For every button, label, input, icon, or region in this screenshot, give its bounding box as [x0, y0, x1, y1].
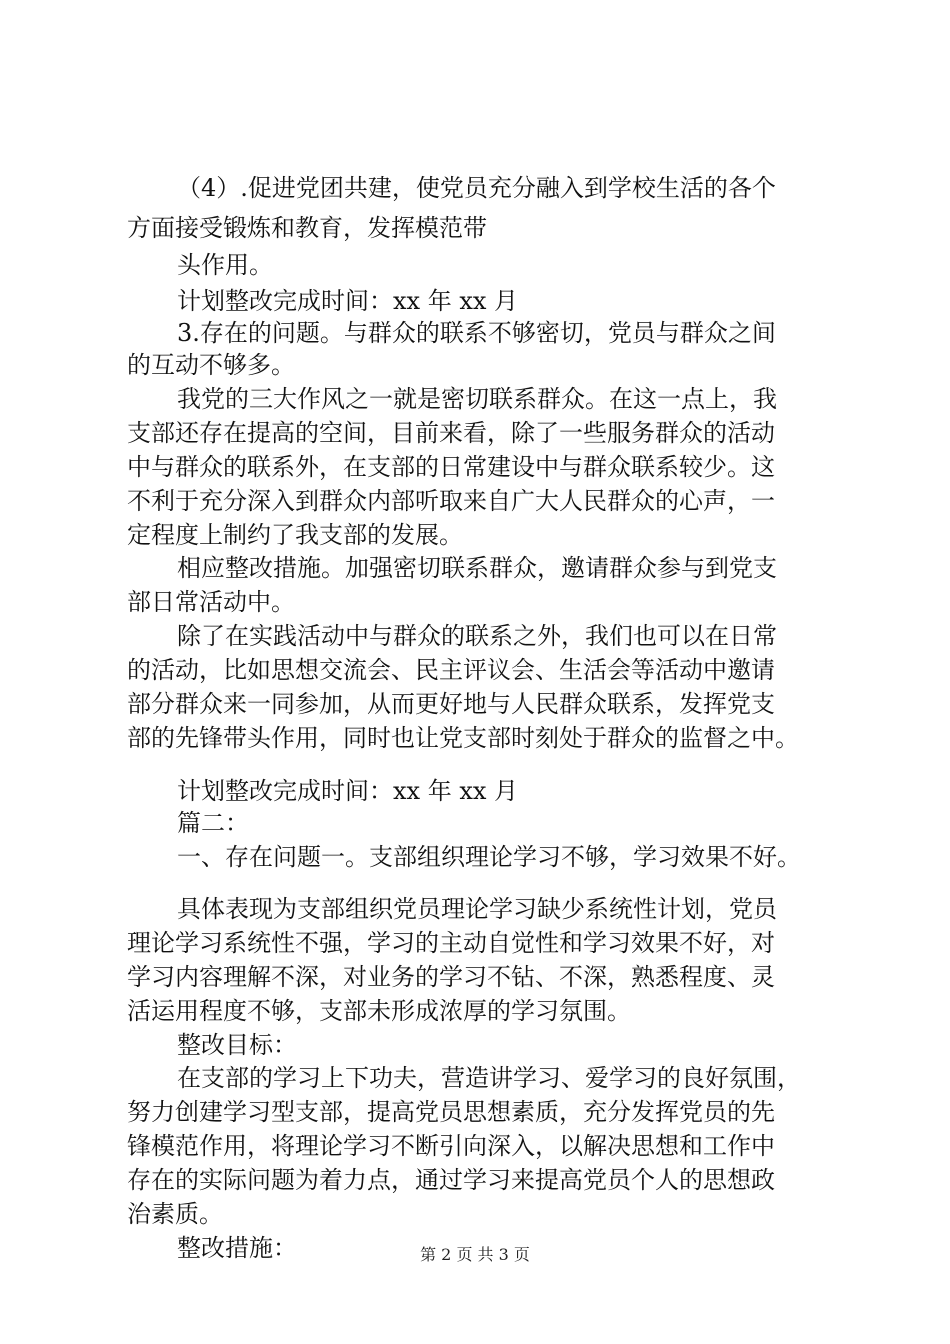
paragraph-line: 计划整改完成时间：xx 年 xx 月	[177, 287, 519, 315]
paragraph-line: 部日常活动中。	[127, 588, 295, 616]
paragraph-line: 在支部的学习上下功夫，营造讲学习、爱学习的良好氛围，	[177, 1064, 801, 1092]
paragraph-line: 篇二：	[177, 809, 249, 837]
paragraph-line: 理论学习系统性不强，学习的主动自觉性和学习效果不好，对	[127, 929, 775, 957]
paragraph-line: 整改目标：	[177, 1031, 297, 1059]
paragraph-line: 计划整改完成时间：xx 年 xx 月	[177, 777, 519, 805]
paragraph-line: 一、存在问题一。支部组织理论学习不够，学习效果不好。	[177, 843, 801, 871]
paragraph-line: 除了在实践活动中与群众的联系之外，我们也可以在日常	[177, 622, 777, 650]
paragraph-line: 部的先锋带头作用，同时也让党支部时刻处于群众的监督之中。	[127, 724, 799, 752]
paragraph-line: 我党的三大作风之一就是密切联系群众。在这一点上，我	[177, 385, 777, 413]
paragraph-line: 中与群众的联系外，在支部的日常建设中与群众联系较少。这	[127, 453, 775, 481]
paragraph-line: 具体表现为支部组织党员理论学习缺少系统性计划，党员	[177, 895, 777, 923]
paragraph-line: 锋模范作用，将理论学习不断引向深入，以解决思想和工作中	[127, 1132, 775, 1160]
paragraph-line: 定程度上制约了我支部的发展。	[127, 521, 463, 549]
paragraph-line: 的互动不够多。	[127, 351, 295, 379]
paragraph-line: 努力创建学习型支部，提高党员思想素质，充分发挥党员的先	[127, 1098, 775, 1126]
paragraph-line: 活运用程度不够，支部未形成浓厚的学习氛围。	[127, 997, 631, 1025]
paragraph-line: 部分群众来一同参加，从而更好地与人民群众联系，发挥党支	[127, 690, 775, 718]
paragraph-line: 相应整改措施。加强密切联系群众，邀请群众参与到党支	[177, 554, 777, 582]
paragraph-line: 头作用。	[177, 251, 273, 279]
page-footer: 第 2 页 共 3 页	[420, 1245, 530, 1264]
paragraph-line: 支部还存在提高的空间，目前来看，除了一些服务群众的活动	[127, 419, 775, 447]
paragraph-line: 3.存在的问题。与群众的联系不够密切，党员与群众之间	[177, 319, 776, 347]
paragraph-line: 不利于充分深入到群众内部听取来自广大人民群众的心声，一	[127, 487, 775, 515]
paragraph-line: 的活动，比如思想交流会、民主评议会、生活会等活动中邀请	[127, 656, 775, 684]
paragraph-line: 治素质。	[127, 1200, 223, 1228]
paragraph-line: 方面接受锻炼和教育，发挥模范带	[127, 214, 487, 242]
paragraph-line: 学习内容理解不深，对业务的学习不钻、不深，熟悉程度、灵	[127, 963, 775, 991]
paragraph-line: （4）.促进党团共建，使党员充分融入到学校生活的各个	[177, 174, 776, 202]
paragraph-line: 存在的实际问题为着力点，通过学习来提高党员个人的思想政	[127, 1166, 775, 1194]
paragraph-line: 整改措施：	[177, 1234, 297, 1262]
